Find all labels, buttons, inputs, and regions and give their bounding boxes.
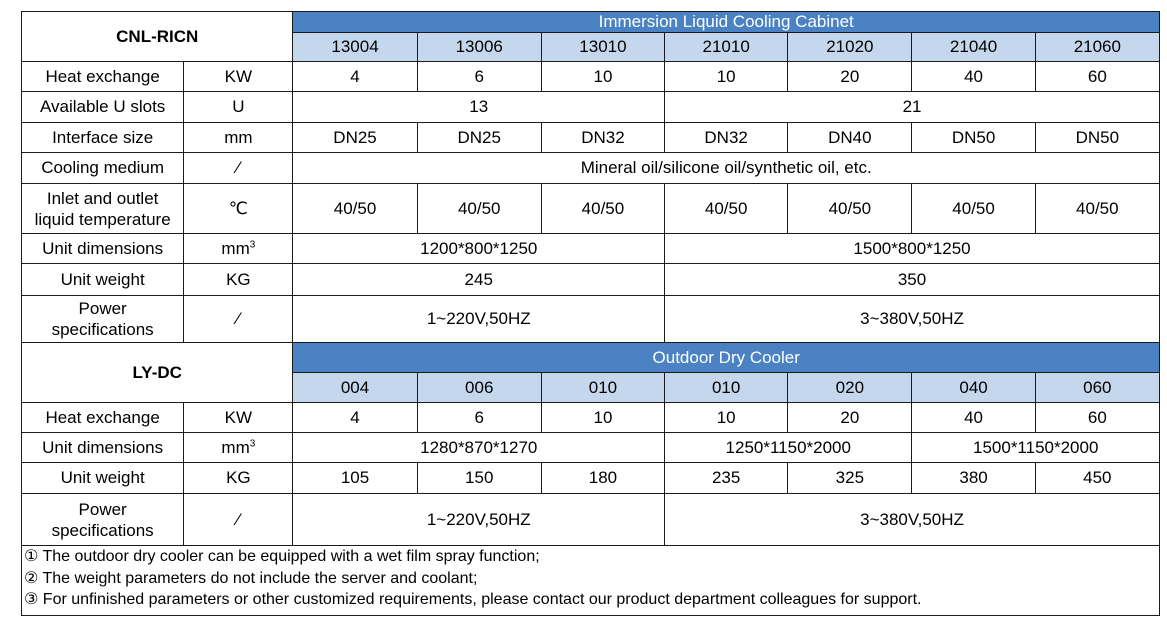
cell-value: 10	[541, 62, 664, 92]
row-label-line: Power	[78, 499, 127, 519]
cell-value: 10	[665, 62, 788, 92]
cell-value: DN50	[1035, 123, 1159, 153]
row-unit: KW	[184, 62, 293, 92]
cell-value: 40/50	[912, 184, 1035, 234]
cabinet-model: 21010	[665, 33, 788, 62]
cell-value: Mineral oil/silicone oil/synthetic oil, etc.	[293, 153, 1160, 184]
row-unit	[184, 234, 293, 264]
cabinet-title-row	[22, 12, 1160, 33]
row-unit: KG	[184, 463, 293, 494]
note-item: ① The outdoor dry cooler can be equipped with a wet film spray function;	[24, 548, 540, 565]
row-label-line: specifications	[51, 520, 154, 540]
cell-value: 20	[788, 403, 912, 433]
cell-value: 105	[293, 463, 417, 494]
row-label	[22, 296, 184, 343]
row-label-line: specifications	[51, 320, 154, 339]
row-label: Interface size	[22, 123, 184, 153]
cell-value: 1280*870*1270	[293, 433, 665, 463]
cell-value: 380	[912, 463, 1035, 494]
cooler-section-title: Outdoor Dry Cooler	[293, 343, 1160, 373]
row-label: Heat exchange	[22, 62, 184, 92]
cell-value: 350	[665, 264, 1160, 296]
cell-value: DN40	[788, 123, 912, 153]
cooler-model: 040	[912, 373, 1035, 403]
cell-value: 40/50	[788, 184, 912, 234]
row-unit	[184, 433, 293, 463]
cell-value: 1~220V,50HZ	[293, 494, 665, 546]
cell-value: 10	[541, 403, 664, 433]
row-unit: KG	[184, 264, 293, 296]
cell-value: 1~220V,50HZ	[293, 296, 665, 343]
cell-value: 1500*800*1250	[665, 234, 1160, 264]
row-label	[22, 494, 184, 546]
cell-value: 180	[541, 463, 664, 494]
table-row	[22, 184, 1160, 234]
cell-value: 40	[912, 403, 1035, 433]
note-item: ③ For unfinished parameters or other customized requirements, please contact our product department colleagues for support.	[24, 591, 922, 608]
row-label: Unit weight	[22, 264, 184, 296]
row-unit: ℃	[184, 184, 293, 234]
row-label	[22, 184, 184, 234]
cell-value: DN25	[417, 123, 541, 153]
table-row	[22, 92, 1160, 123]
cooler-title-row	[22, 343, 1160, 373]
cell-value: 40/50	[665, 184, 788, 234]
cooler-product-name: LY-DC	[22, 343, 293, 403]
cell-value: 245	[293, 264, 665, 296]
cell-value: 6	[417, 62, 541, 92]
cooler-model: 010	[541, 373, 664, 403]
table-row	[22, 403, 1160, 433]
row-unit: mm	[184, 123, 293, 153]
cell-value: DN25	[293, 123, 417, 153]
row-label-line: Power	[78, 299, 127, 318]
cooler-model: 060	[1035, 373, 1159, 403]
cell-value: 3~380V,50HZ	[665, 494, 1160, 546]
row-unit: ⁄	[184, 296, 293, 343]
row-label: Unit dimensions	[22, 234, 184, 264]
cell-value: 1500*1150*2000	[912, 433, 1160, 463]
unit-superscript: 3	[249, 238, 256, 250]
cell-value: 4	[293, 62, 417, 92]
unit-base: mm	[221, 437, 250, 457]
table-row	[22, 62, 1160, 92]
row-unit: KW	[184, 403, 293, 433]
cell-value: 150	[417, 463, 541, 494]
cooler-model: 010	[665, 373, 788, 403]
cell-value: 1250*1150*2000	[665, 433, 912, 463]
table-row	[22, 463, 1160, 494]
cell-value: 6	[417, 403, 541, 433]
table-row	[22, 123, 1160, 153]
cell-value: 1200*800*1250	[293, 234, 665, 264]
row-label: Unit weight	[22, 463, 184, 494]
cabinet-model: 13006	[417, 33, 541, 62]
cell-value: 40	[912, 62, 1035, 92]
unit-base: mm	[221, 238, 250, 258]
cabinet-model: 21040	[912, 33, 1035, 62]
cell-value: 235	[665, 463, 788, 494]
table-row	[22, 494, 1160, 546]
spec-table	[21, 11, 1160, 616]
table-row	[22, 264, 1160, 296]
cell-value: 21	[665, 92, 1160, 123]
cell-value: 4	[293, 403, 417, 433]
row-unit: ⁄	[184, 153, 293, 184]
cell-value: DN32	[541, 123, 664, 153]
cooler-model: 006	[417, 373, 541, 403]
row-label: Heat exchange	[22, 403, 184, 433]
row-unit: ⁄	[184, 494, 293, 546]
cell-value: 3~380V,50HZ	[665, 296, 1160, 343]
cabinet-model: 21020	[788, 33, 912, 62]
table-row	[22, 296, 1160, 343]
cabinet-model: 21060	[1035, 33, 1159, 62]
cell-value: 325	[788, 463, 912, 494]
row-label-line: liquid temperature	[34, 209, 171, 229]
row-label-line: Inlet and outlet	[46, 188, 159, 208]
cell-value: 13	[293, 92, 665, 123]
notes-row	[22, 546, 1160, 616]
notes-cell	[22, 546, 1160, 616]
row-label: Unit dimensions	[22, 433, 184, 463]
cabinet-model: 13010	[541, 33, 664, 62]
row-unit: U	[184, 92, 293, 123]
cell-value: 20	[788, 62, 912, 92]
cell-value: 60	[1035, 403, 1159, 433]
cooler-model: 020	[788, 373, 912, 403]
cell-value: 10	[665, 403, 788, 433]
cell-value: 450	[1035, 463, 1159, 494]
cell-value: 60	[1035, 62, 1159, 92]
cell-value: 40/50	[293, 184, 417, 234]
cell-value: DN50	[912, 123, 1035, 153]
note-item: ② The weight parameters do not include the server and coolant;	[24, 569, 478, 587]
cell-value: 40/50	[541, 184, 664, 234]
cooler-model: 004	[293, 373, 417, 403]
cabinet-section-title: Immersion Liquid Cooling Cabinet	[293, 12, 1160, 33]
table-row	[22, 153, 1160, 184]
cabinet-model: 13004	[293, 33, 417, 62]
table-row	[22, 433, 1160, 463]
cabinet-product-name: CNL-RICN	[22, 12, 293, 62]
cell-value: 40/50	[1035, 184, 1159, 234]
row-label: Cooling medium	[22, 153, 184, 184]
cell-value: DN32	[665, 123, 788, 153]
cell-value: 40/50	[417, 184, 541, 234]
row-label: Available U slots	[22, 92, 184, 123]
table-row	[22, 234, 1160, 264]
unit-superscript: 3	[249, 437, 256, 449]
